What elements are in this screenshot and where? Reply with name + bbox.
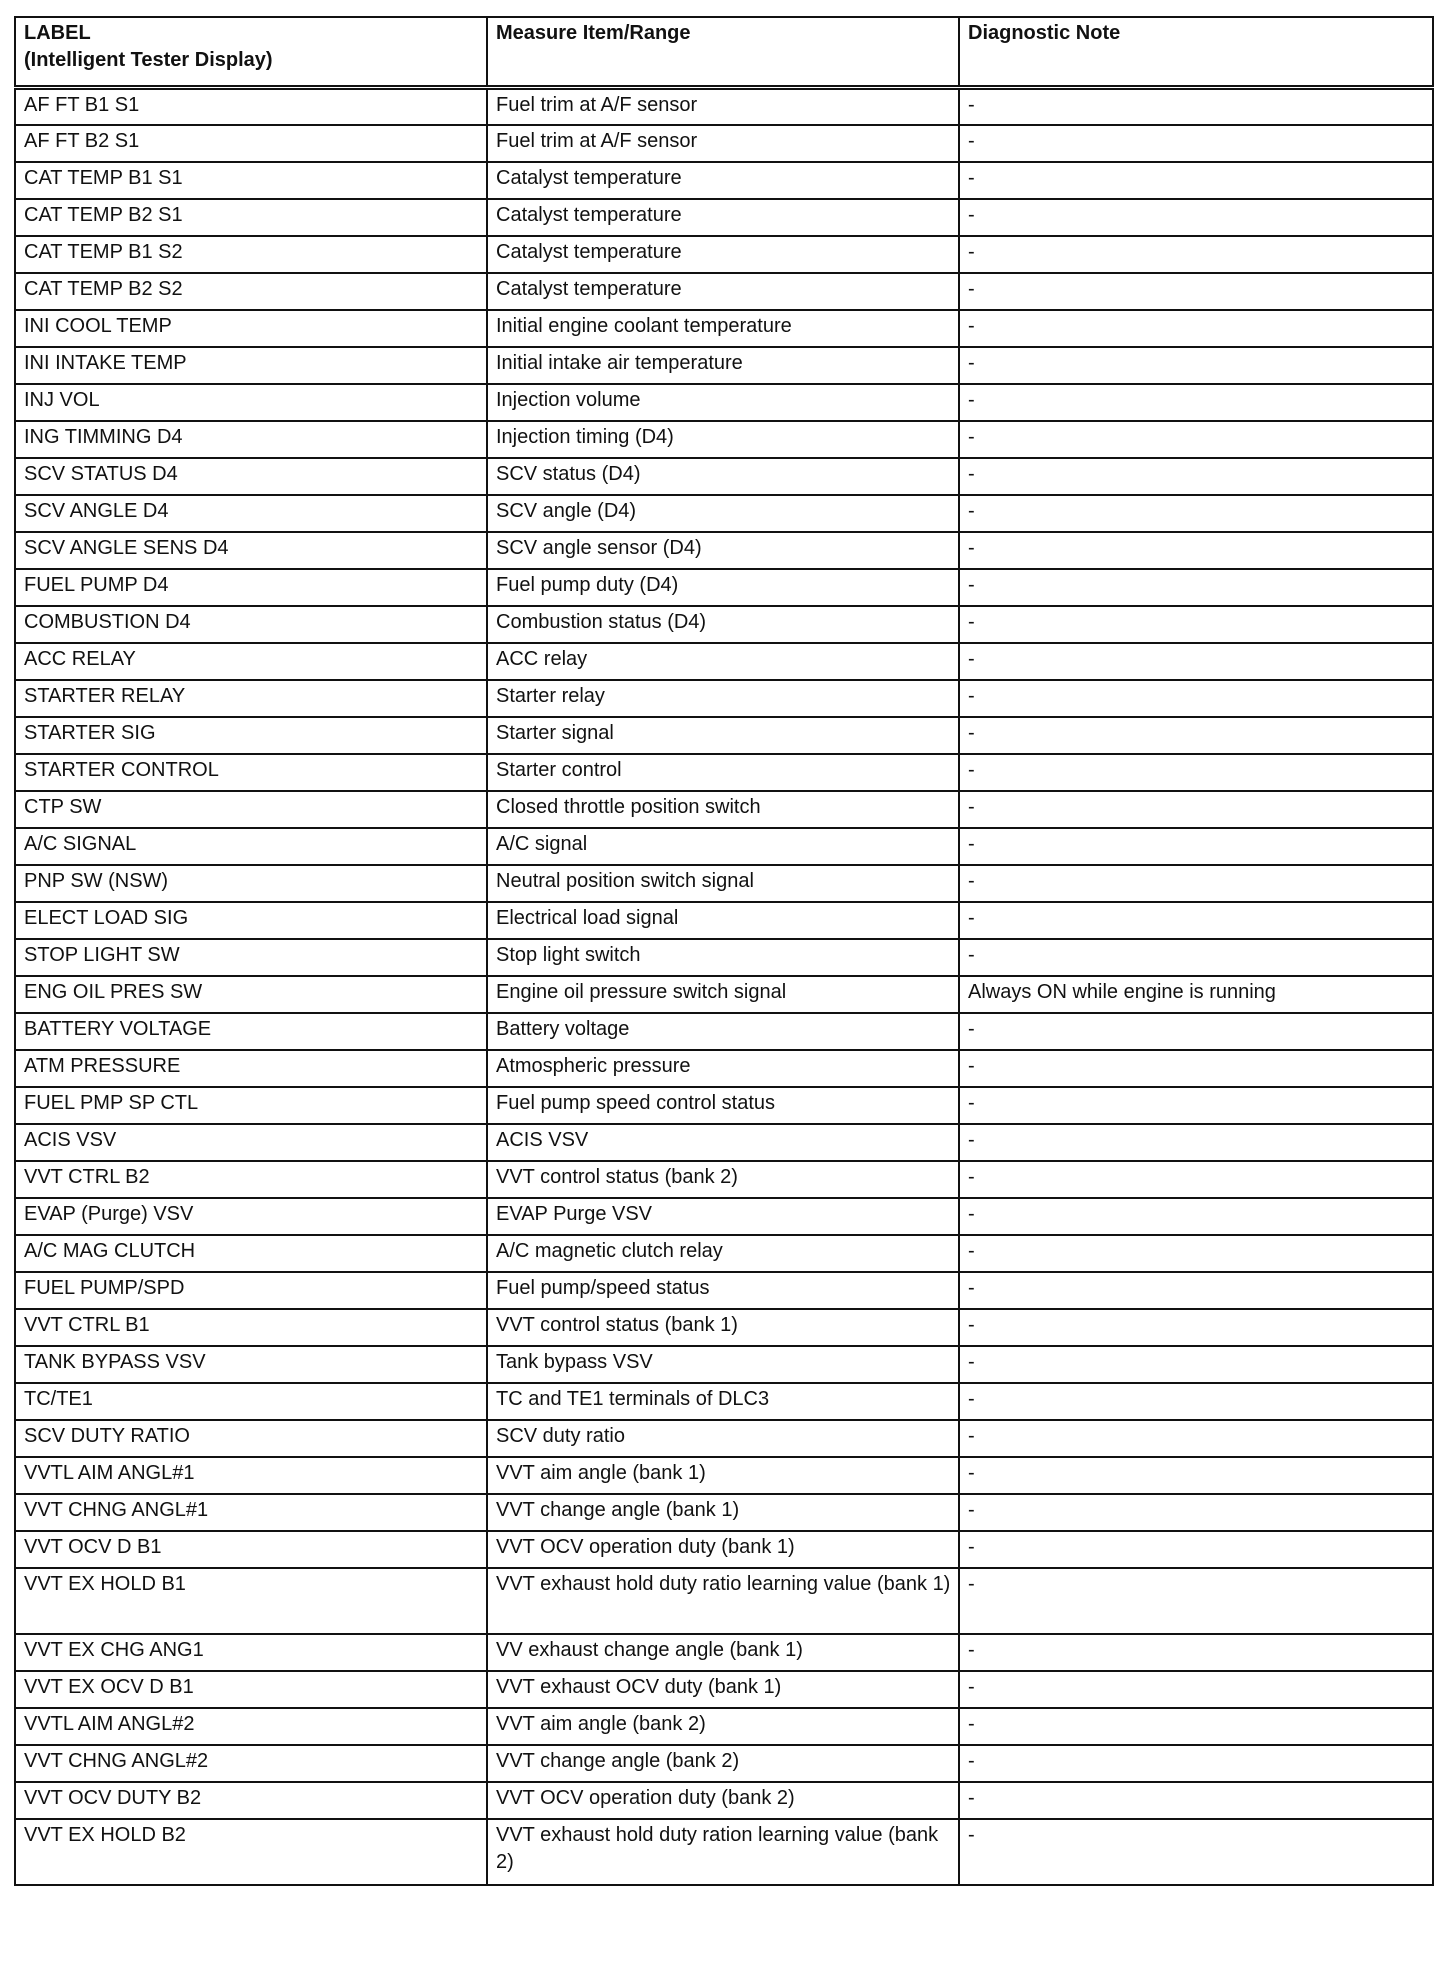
cell-measure: EVAP Purge VSV: [487, 1198, 959, 1235]
table-row: [15, 273, 1433, 310]
cell-note: -: [959, 1531, 1433, 1568]
cell-note: -: [959, 902, 1433, 939]
cell-label: CTP SW: [15, 791, 487, 828]
cell-note: -: [959, 717, 1433, 754]
table-row: [15, 1161, 1433, 1198]
cell-measure: Injection timing (D4): [487, 421, 959, 458]
cell-label: AF FT B1 S1: [15, 88, 487, 125]
cell-note: -: [959, 384, 1433, 421]
cell-measure: Fuel trim at A/F sensor: [487, 125, 959, 162]
table-row: [15, 310, 1433, 347]
cell-measure: VVT control status (bank 1): [487, 1309, 959, 1346]
cell-measure: Initial engine coolant temperature: [487, 310, 959, 347]
cell-note: -: [959, 643, 1433, 680]
table-row: [15, 532, 1433, 569]
cell-note: -: [959, 1383, 1433, 1420]
header-label-line2: (Intelligent Tester Display): [24, 49, 273, 71]
cell-measure: Stop light switch: [487, 939, 959, 976]
table-row: [15, 606, 1433, 643]
cell-measure: Fuel pump/speed status: [487, 1272, 959, 1309]
cell-measure: Starter relay: [487, 680, 959, 717]
cell-note: -: [959, 1819, 1433, 1885]
table-row: [15, 643, 1433, 680]
cell-label: TANK BYPASS VSV: [15, 1346, 487, 1383]
cell-measure: SCV duty ratio: [487, 1420, 959, 1457]
cell-measure: Initial intake air temperature: [487, 347, 959, 384]
cell-label: CAT TEMP B2 S1: [15, 199, 487, 236]
cell-measure: Combustion status (D4): [487, 606, 959, 643]
cell-label: BATTERY VOLTAGE: [15, 1013, 487, 1050]
cell-label: SCV ANGLE SENS D4: [15, 532, 487, 569]
cell-measure: SCV angle (D4): [487, 495, 959, 532]
table-body: [15, 88, 1433, 1885]
cell-note: -: [959, 1124, 1433, 1161]
table-row: [15, 717, 1433, 754]
cell-label: FUEL PMP SP CTL: [15, 1087, 487, 1124]
cell-label: EVAP (Purge) VSV: [15, 1198, 487, 1235]
cell-measure: Engine oil pressure switch signal: [487, 976, 959, 1013]
cell-measure: VV exhaust change angle (bank 1): [487, 1634, 959, 1671]
cell-measure: VVT exhaust OCV duty (bank 1): [487, 1671, 959, 1708]
cell-note: -: [959, 1235, 1433, 1272]
header-label-line1: LABEL: [24, 22, 91, 44]
table-row: [15, 1457, 1433, 1494]
data-list-table: [14, 16, 1434, 1886]
cell-note: -: [959, 1346, 1433, 1383]
cell-measure: Starter signal: [487, 717, 959, 754]
cell-label: FUEL PUMP D4: [15, 569, 487, 606]
table-row: [15, 88, 1433, 125]
table-row: [15, 1013, 1433, 1050]
cell-note: -: [959, 865, 1433, 902]
table-row: [15, 1235, 1433, 1272]
cell-measure: VVT OCV operation duty (bank 1): [487, 1531, 959, 1568]
cell-label: SCV ANGLE D4: [15, 495, 487, 532]
cell-note: -: [959, 273, 1433, 310]
cell-note: -: [959, 88, 1433, 125]
table-row: [15, 1050, 1433, 1087]
cell-label: SCV DUTY RATIO: [15, 1420, 487, 1457]
table-row: [15, 1309, 1433, 1346]
cell-note: -: [959, 1782, 1433, 1819]
cell-note: -: [959, 828, 1433, 865]
cell-label: VVTL AIM ANGL#2: [15, 1708, 487, 1745]
cell-measure: Atmospheric pressure: [487, 1050, 959, 1087]
cell-note: -: [959, 1745, 1433, 1782]
table-row: [15, 495, 1433, 532]
cell-label: STARTER SIG: [15, 717, 487, 754]
cell-note: -: [959, 532, 1433, 569]
cell-measure: VVT aim angle (bank 2): [487, 1708, 959, 1745]
table-row: [15, 1819, 1433, 1885]
table-row: [15, 1346, 1433, 1383]
table-row: [15, 1087, 1433, 1124]
table-row: [15, 384, 1433, 421]
table-row: [15, 976, 1433, 1013]
table-row: [15, 1634, 1433, 1671]
table-row: [15, 828, 1433, 865]
table-row: [15, 236, 1433, 273]
cell-label: COMBUSTION D4: [15, 606, 487, 643]
cell-label: ATM PRESSURE: [15, 1050, 487, 1087]
cell-note: -: [959, 569, 1433, 606]
cell-measure: Catalyst temperature: [487, 273, 959, 310]
table-row: [15, 1124, 1433, 1161]
cell-measure: Tank bypass VSV: [487, 1346, 959, 1383]
cell-measure: VVT exhaust hold duty ration learning value (bank 2): [487, 1819, 959, 1885]
cell-note: -: [959, 1013, 1433, 1050]
cell-label: INI INTAKE TEMP: [15, 347, 487, 384]
table-row: [15, 125, 1433, 162]
cell-measure: VVT exhaust hold duty ratio learning value (bank 1): [487, 1568, 959, 1634]
cell-note: -: [959, 495, 1433, 532]
header-measure: Measure Item/Range: [487, 17, 959, 88]
cell-label: CAT TEMP B2 S2: [15, 273, 487, 310]
cell-label: ENG OIL PRES SW: [15, 976, 487, 1013]
cell-measure: VVT OCV operation duty (bank 2): [487, 1782, 959, 1819]
cell-note: -: [959, 310, 1433, 347]
cell-label: STARTER RELAY: [15, 680, 487, 717]
cell-note: -: [959, 1494, 1433, 1531]
cell-note: -: [959, 606, 1433, 643]
cell-note: -: [959, 680, 1433, 717]
cell-label: PNP SW (NSW): [15, 865, 487, 902]
cell-note: -: [959, 1198, 1433, 1235]
cell-label: TC/TE1: [15, 1383, 487, 1420]
cell-measure: VVT control status (bank 2): [487, 1161, 959, 1198]
cell-label: VVTL AIM ANGL#1: [15, 1457, 487, 1494]
cell-measure: Catalyst temperature: [487, 199, 959, 236]
cell-note: -: [959, 1272, 1433, 1309]
table-row: [15, 1708, 1433, 1745]
table-row: [15, 680, 1433, 717]
cell-measure: Catalyst temperature: [487, 236, 959, 273]
table-row: [15, 1272, 1433, 1309]
cell-label: VVT CHNG ANGL#1: [15, 1494, 487, 1531]
cell-label: VVT EX OCV D B1: [15, 1671, 487, 1708]
cell-measure: Injection volume: [487, 384, 959, 421]
cell-label: VVT CHNG ANGL#2: [15, 1745, 487, 1782]
cell-measure: Fuel trim at A/F sensor: [487, 88, 959, 125]
cell-measure: Neutral position switch signal: [487, 865, 959, 902]
cell-measure: VVT change angle (bank 1): [487, 1494, 959, 1531]
cell-measure: VVT change angle (bank 2): [487, 1745, 959, 1782]
cell-measure: SCV angle sensor (D4): [487, 532, 959, 569]
table-row: [15, 421, 1433, 458]
cell-note: Always ON while engine is running: [959, 976, 1433, 1013]
table-row: [15, 347, 1433, 384]
cell-label: STOP LIGHT SW: [15, 939, 487, 976]
table-header: [15, 17, 1433, 88]
table-row: [15, 1671, 1433, 1708]
cell-measure: VVT aim angle (bank 1): [487, 1457, 959, 1494]
cell-note: -: [959, 1309, 1433, 1346]
cell-label: STARTER CONTROL: [15, 754, 487, 791]
cell-measure: Fuel pump speed control status: [487, 1087, 959, 1124]
cell-label: VVT EX CHG ANG1: [15, 1634, 487, 1671]
cell-note: -: [959, 236, 1433, 273]
cell-measure: ACC relay: [487, 643, 959, 680]
cell-measure: A/C signal: [487, 828, 959, 865]
cell-note: -: [959, 1568, 1433, 1634]
cell-note: -: [959, 1161, 1433, 1198]
cell-label: VVT OCV D B1: [15, 1531, 487, 1568]
cell-note: -: [959, 1420, 1433, 1457]
table-row: [15, 162, 1433, 199]
table-row: [15, 569, 1433, 606]
cell-label: ING TIMMING D4: [15, 421, 487, 458]
cell-note: -: [959, 1087, 1433, 1124]
cell-measure: ACIS VSV: [487, 1124, 959, 1161]
table-row: [15, 199, 1433, 236]
cell-measure: Battery voltage: [487, 1013, 959, 1050]
header-note: Diagnostic Note: [959, 17, 1433, 88]
cell-label: VVT OCV DUTY B2: [15, 1782, 487, 1819]
cell-note: -: [959, 1708, 1433, 1745]
table-row: [15, 791, 1433, 828]
table-row: [15, 1494, 1433, 1531]
table-row: [15, 902, 1433, 939]
cell-note: -: [959, 939, 1433, 976]
cell-label: AF FT B2 S1: [15, 125, 487, 162]
cell-note: -: [959, 1050, 1433, 1087]
table-row: [15, 754, 1433, 791]
cell-label: INI COOL TEMP: [15, 310, 487, 347]
cell-label: ACIS VSV: [15, 1124, 487, 1161]
cell-label: CAT TEMP B1 S2: [15, 236, 487, 273]
cell-note: -: [959, 199, 1433, 236]
cell-note: -: [959, 754, 1433, 791]
cell-label: VVT EX HOLD B1: [15, 1568, 487, 1634]
cell-label: SCV STATUS D4: [15, 458, 487, 495]
cell-measure: Closed throttle position switch: [487, 791, 959, 828]
table-row: [15, 1782, 1433, 1819]
cell-note: -: [959, 347, 1433, 384]
cell-note: -: [959, 791, 1433, 828]
cell-measure: SCV status (D4): [487, 458, 959, 495]
cell-note: -: [959, 162, 1433, 199]
cell-label: A/C MAG CLUTCH: [15, 1235, 487, 1272]
table-row: [15, 1568, 1433, 1634]
cell-label: CAT TEMP B1 S1: [15, 162, 487, 199]
header-label: [15, 17, 487, 88]
cell-measure: Electrical load signal: [487, 902, 959, 939]
table-row: [15, 458, 1433, 495]
cell-measure: Fuel pump duty (D4): [487, 569, 959, 606]
header-row: [15, 17, 1433, 88]
cell-note: -: [959, 1671, 1433, 1708]
cell-label: VVT CTRL B1: [15, 1309, 487, 1346]
cell-measure: Starter control: [487, 754, 959, 791]
cell-label: INJ VOL: [15, 384, 487, 421]
cell-label: ELECT LOAD SIG: [15, 902, 487, 939]
cell-label: VVT CTRL B2: [15, 1161, 487, 1198]
table-row: [15, 1420, 1433, 1457]
cell-measure: TC and TE1 terminals of DLC3: [487, 1383, 959, 1420]
table-row: [15, 1198, 1433, 1235]
cell-note: -: [959, 458, 1433, 495]
cell-measure: A/C magnetic clutch relay: [487, 1235, 959, 1272]
table-row: [15, 1383, 1433, 1420]
cell-note: -: [959, 1457, 1433, 1494]
table-row: [15, 865, 1433, 902]
cell-note: -: [959, 125, 1433, 162]
cell-note: -: [959, 1634, 1433, 1671]
cell-note: -: [959, 421, 1433, 458]
cell-label: VVT EX HOLD B2: [15, 1819, 487, 1885]
table-row: [15, 1745, 1433, 1782]
cell-label: FUEL PUMP/SPD: [15, 1272, 487, 1309]
cell-label: ACC RELAY: [15, 643, 487, 680]
table-row: [15, 939, 1433, 976]
cell-measure: Catalyst temperature: [487, 162, 959, 199]
cell-label: A/C SIGNAL: [15, 828, 487, 865]
table-row: [15, 1531, 1433, 1568]
